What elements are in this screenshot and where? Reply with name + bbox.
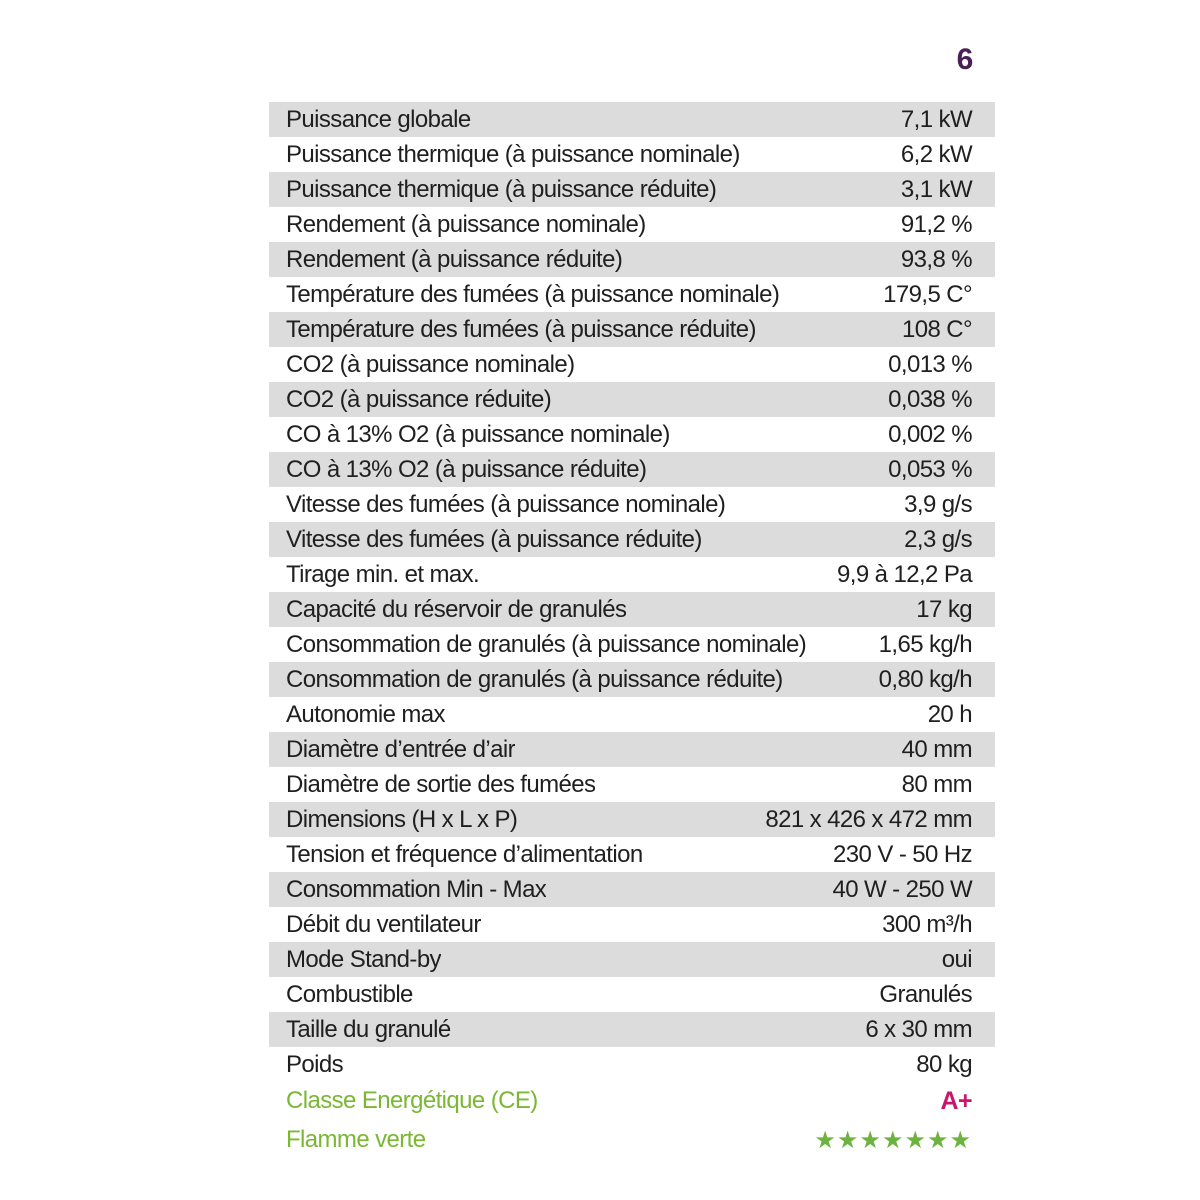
spec-row — [269, 907, 995, 942]
spec-value: 7,1 kW — [900, 105, 972, 133]
spec-label: Puissance thermique (à puissance réduite) — [286, 175, 717, 203]
flame-verte-label: Flamme verte — [286, 1126, 426, 1153]
spec-value: 3,1 kW — [900, 175, 972, 203]
spec-value: Granulés — [879, 980, 972, 1008]
spec-value: 2,3 g/s — [904, 525, 972, 553]
spec-value: 17 kg — [916, 595, 972, 623]
spec-value: 1,65 kg/h — [878, 630, 972, 658]
spec-value: 300 m³/h — [882, 910, 972, 938]
spec-label: CO à 13% O2 (à puissance nominale) — [286, 420, 670, 448]
spec-value: 821 x 426 x 472 mm — [765, 805, 972, 833]
spec-value: 230 V - 50 Hz — [833, 840, 972, 868]
spec-label: Taille du granulé — [286, 1015, 451, 1043]
spec-value: 6 x 30 mm — [865, 1015, 972, 1043]
spec-row — [269, 592, 995, 627]
spec-row — [269, 452, 995, 487]
spec-label: CO2 (à puissance réduite) — [286, 385, 552, 413]
spec-label: Poids — [286, 1050, 344, 1078]
spec-label: Autonomie max — [286, 700, 445, 728]
spec-label: Combustible — [286, 980, 413, 1008]
spec-table — [269, 102, 995, 1160]
spec-value: 80 kg — [916, 1050, 972, 1078]
spec-row — [269, 522, 995, 557]
spec-label: Consommation de granulés (à puissance nominale) — [286, 630, 807, 658]
spec-row — [269, 627, 995, 662]
spec-value: 0,80 kg/h — [878, 665, 972, 693]
spec-row — [269, 1047, 995, 1082]
spec-value: 0,002 % — [888, 420, 972, 448]
spec-rows — [269, 102, 995, 1082]
spec-value: 20 h — [927, 700, 972, 728]
spec-label: Rendement (à puissance réduite) — [286, 245, 623, 273]
spec-row — [269, 557, 995, 592]
spec-row — [269, 662, 995, 697]
spec-label: Mode Stand-by — [286, 945, 441, 973]
spec-row — [269, 872, 995, 907]
spec-row — [269, 207, 995, 242]
spec-label: CO2 (à puissance nominale) — [286, 350, 575, 378]
spec-label: CO à 13% O2 (à puissance réduite) — [286, 455, 647, 483]
spec-row — [269, 732, 995, 767]
energy-class-row — [269, 1082, 995, 1120]
spec-label: Vitesse des fumées (à puissance nominale) — [286, 490, 726, 518]
spec-row — [269, 942, 995, 977]
spec-row — [269, 242, 995, 277]
spec-row — [269, 277, 995, 312]
spec-label: Débit du ventilateur — [286, 910, 481, 938]
spec-value: 179,5 C° — [883, 280, 972, 308]
spec-value: 80 mm — [901, 770, 972, 798]
flame-verte-row — [269, 1120, 995, 1160]
spec-row — [269, 767, 995, 802]
spec-row — [269, 977, 995, 1012]
spec-value: 93,8 % — [900, 245, 972, 273]
spec-row — [269, 312, 995, 347]
spec-label: Diamètre de sortie des fumées — [286, 770, 596, 798]
spec-label: Tirage min. et max. — [286, 560, 480, 588]
spec-label: Consommation de granulés (à puissance réduite) — [286, 665, 783, 693]
spec-row — [269, 1012, 995, 1047]
spec-row — [269, 347, 995, 382]
spec-row — [269, 487, 995, 522]
spec-value: 108 C° — [901, 315, 972, 343]
spec-row — [269, 837, 995, 872]
spec-row — [269, 697, 995, 732]
spec-label: Rendement (à puissance nominale) — [286, 210, 646, 238]
spec-value: 40 W - 250 W — [832, 875, 972, 903]
energy-class-label: Classe Energétique (CE) — [286, 1087, 538, 1114]
spec-value: 6,2 kW — [900, 140, 972, 168]
energy-class-value: A+ — [940, 1086, 972, 1115]
spec-value: 0,013 % — [888, 350, 972, 378]
spec-row — [269, 102, 995, 137]
spec-value: 0,038 % — [888, 385, 972, 413]
spec-value: 3,9 g/s — [904, 490, 972, 518]
spec-row — [269, 137, 995, 172]
spec-value: 9,9 à 12,2 Pa — [837, 560, 972, 588]
spec-value: 40 mm — [901, 735, 972, 763]
spec-row — [269, 802, 995, 837]
spec-value: 0,053 % — [888, 455, 972, 483]
spec-label: Tension et fréquence d’alimentation — [286, 840, 643, 868]
spec-label: Puissance globale — [286, 105, 471, 133]
page-number: 6 — [956, 43, 974, 76]
spec-label: Température des fumées (à puissance nominale) — [286, 280, 780, 308]
spec-row — [269, 172, 995, 207]
spec-label: Dimensions (H x L x P) — [286, 805, 518, 833]
spec-row — [269, 382, 995, 417]
spec-value: 91,2 % — [900, 210, 972, 238]
spec-value: oui — [941, 945, 972, 973]
spec-row — [269, 417, 995, 452]
flame-rating-stars: ★★★★★★★ — [814, 1126, 972, 1154]
spec-label: Diamètre d’entrée d’air — [286, 735, 515, 763]
spec-label: Température des fumées (à puissance réduite) — [286, 315, 756, 343]
spec-label: Capacité du réservoir de granulés — [286, 595, 627, 623]
spec-label: Vitesse des fumées (à puissance réduite) — [286, 525, 702, 553]
spec-label: Consommation Min - Max — [286, 875, 547, 903]
spec-label: Puissance thermique (à puissance nominale) — [286, 140, 740, 168]
